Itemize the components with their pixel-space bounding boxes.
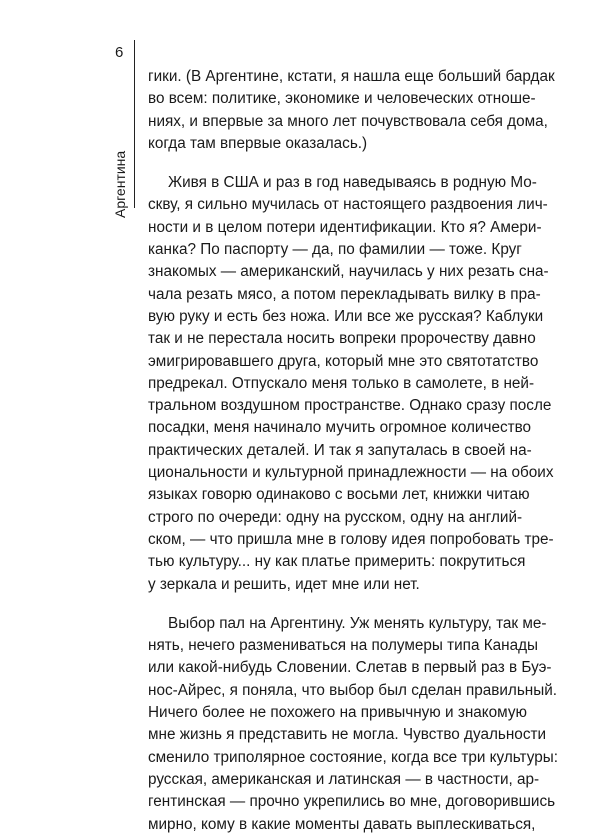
text-line: скву, я сильно мучилась от настоящего раздвоения лич- [148,196,548,214]
text-line: Выбор пал на Аргентину. Уж менять культуру, так ме- [168,614,547,632]
text-line: во всем: политике, экономике и человеческих отноше- [148,90,536,108]
text-line: сменило триполярное состояние, когда все три культуры: [148,748,558,766]
text-line: гики. (В Аргентине, кстати, я нашла еще больший бардак [148,68,555,85]
text-line: гентинская — прочно укрепились во мне, договорившись [148,793,556,811]
text-line: чала резать мясо, а потом перекладывать вилку в пра- [148,285,541,303]
paragraph [148,66,555,155]
text-line: строго по очереди: одну на русском, одну на англий- [148,508,523,526]
text-line: Живя в США и раз в год наведываясь в родную Мо- [168,174,537,192]
text-line: посадки, меня начинало мучить огромное количество [148,419,532,437]
text-line: когда там впервые оказалась.) [148,134,368,152]
text-line: или какой-нибудь Словении. Слетав в первый раз в Буэ- [148,659,552,677]
text-line: знакомых — американский, научилась у них резать сна- [148,263,549,281]
text-line: нять, нечего размениваться на полумеры типа Канады [148,637,539,655]
paragraph-gap [148,596,484,613]
paragraph [148,613,558,836]
text-line: тью культуру... ну как платье примерить: покрутиться [148,553,526,571]
text-line: практических деталей. И так я запуталась в своей на- [148,441,532,459]
text-line: русская, американская и латинская — в частности, ар- [148,770,540,788]
text-line: ском, — что пришла мне в голову идея попробовать тре- [148,530,554,548]
text-line: мирно, кому в какие моменты давать выплескиваться, [148,815,536,833]
running-head: Аргентина [112,150,128,218]
text-line: языках говорю одинаково с восьми лет, книжки читаю [148,486,530,504]
text-line: мне жизнь я представить не могла. Чувство дуальности [148,726,547,744]
text-line: канка? По паспорту — да, по фамилии — тоже. Круг [148,241,522,259]
text-line: нос-Айрес, я поняла, что выбор был сделан правильный. [148,681,558,699]
text-line: Ничего более не похожего на привычную и знакомую [148,704,527,722]
text-line: тральном воздушном пространстве. Однако сразу после [148,397,552,415]
text-line: ности и в целом потери идентификации. Кто я? Амери- [148,218,542,236]
text-line: предрекал. Отпускало меня только в самолете, в ней- [148,374,535,392]
body-text [148,66,558,836]
text-line: ниях, и впервые за много лет почувствовала себя дома, [148,112,548,130]
margin-rule [134,40,135,208]
text-line: так и не перестала носить вопреки пророчеству давно [148,330,536,348]
paragraph [148,172,554,596]
text-line: эмигрировавшего друга, который мне это святотатство [148,352,539,370]
page-number: 6 [115,44,124,61]
text-line: у зеркала и решить, идет мне или нет. [148,575,420,593]
text-line: циональности и культурной принадлежности — на обоих [148,464,554,482]
text-line: вую руку и есть без ножа. Или все же русская? Каблуки [148,307,544,325]
paragraph-gap [148,155,484,172]
